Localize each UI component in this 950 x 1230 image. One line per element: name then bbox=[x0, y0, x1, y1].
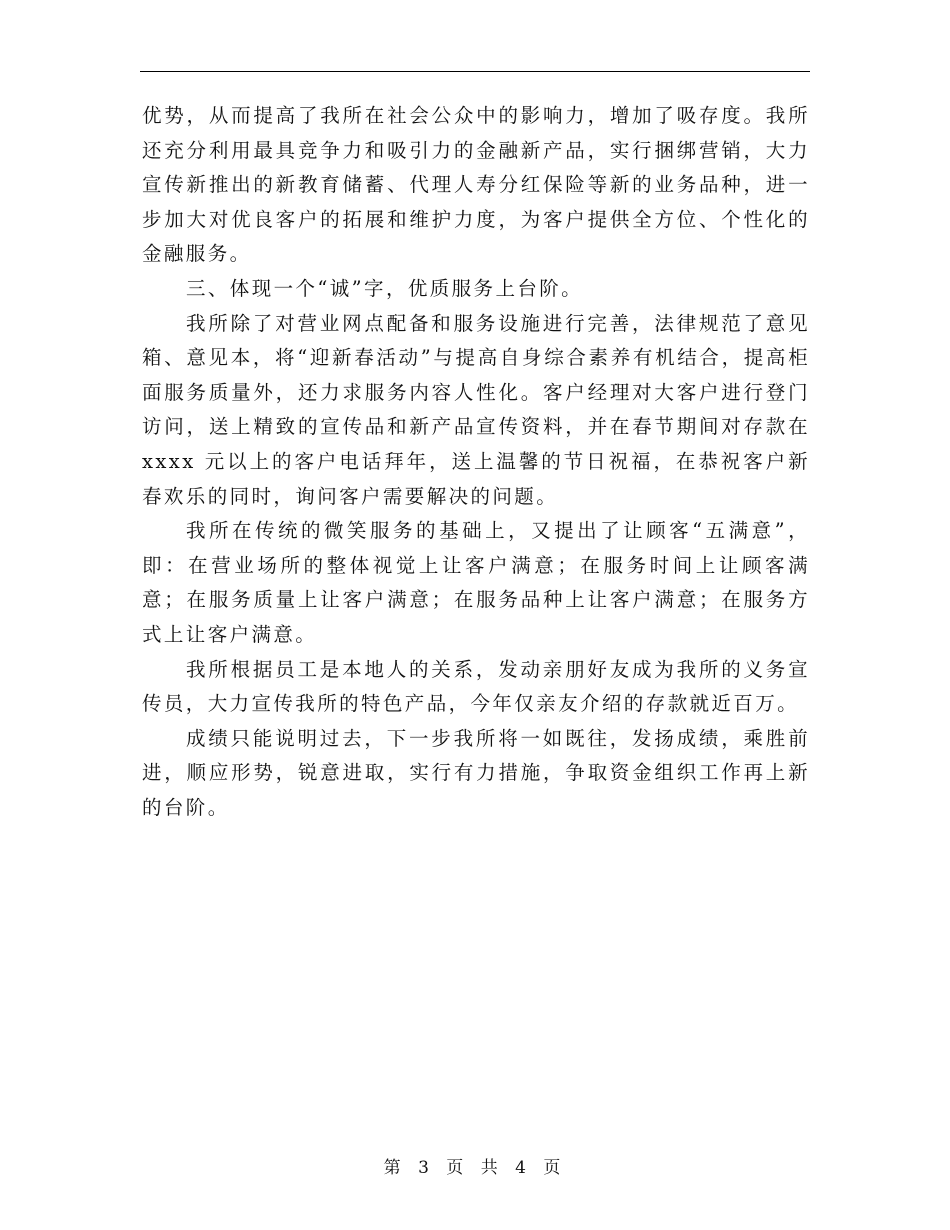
paragraph-6: 成绩只能说明过去，下一步我所将一如既往，发扬成绩，乘胜前进，顺应形势，锐意进取，实行有力措施，争取资金组织工作再上新的台阶。 bbox=[142, 726, 810, 819]
page-number: 第 3 页 共 4 页 bbox=[383, 1158, 567, 1178]
paragraph-5: 我所根据员工是本地人的关系，发动亲朋好友成为我所的义务宣传员，大力宣传我所的特色产品，今年仅亲友介绍的存款就近百万。 bbox=[142, 657, 810, 716]
paragraph-3: 我所除了对营业网点配备和服务设施进行完善，法律规范了意见箱、意见本，将“迎新春活动”与提高自身综合素养有机结合，提高柜面服务质量外，还力求服务内容人性化。客户经理对大客户进行登门访问，送上精致的宣传品和新产品宣传资料，并在春节期间对存款在 xxxx 元以上的客户电话拜年，送上温馨的节日祝福，在恭祝客户新春欢乐的同时，询问客户需要解决的问题。 bbox=[142, 311, 810, 508]
header-rule bbox=[140, 71, 810, 72]
section-heading: 三、体现一个“诚”字，优质服务上台阶。 bbox=[186, 276, 584, 300]
document-body bbox=[142, 99, 810, 825]
paragraph-1: 优势，从而提高了我所在社会公众中的影响力，增加了吸存度。我所还充分利用最具竞争力和吸引力的金融新产品，实行捆绑营销，大力宣传新推出的新教育储蓄、代理人寿分红保险等新的业务品种，进一步加大对优良客户的拓展和维护力度，为客户提供全方位、个性化的金融服务。 bbox=[142, 104, 810, 266]
paragraph-4: 我所在传统的微笑服务的基础上，又提出了让顾客“五满意”，即：在营业场所的整体视觉上让客户满意；在服务时间上让顾客满意；在服务质量上让客户满意；在服务品种上让客户满意；在服务方式上让客户满意。 bbox=[142, 519, 810, 646]
